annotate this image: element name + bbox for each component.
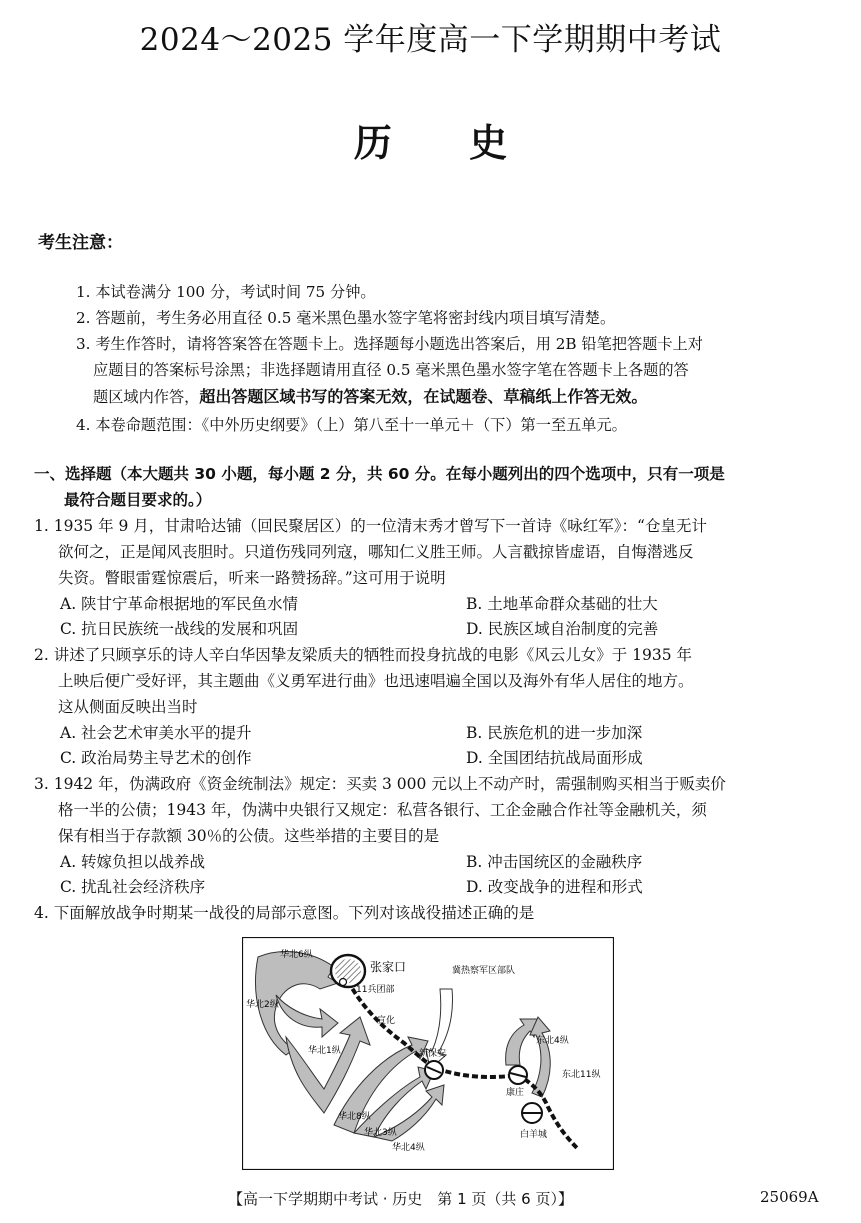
q1-line2: 欲何之，正是闻风丧胆时。只道伤残同列寇，哪知仁义胜王师。人言戳掠皆虚语，自悔潜逃反 — [58, 543, 694, 561]
label-huabei1: 华北1纵 — [308, 1046, 341, 1056]
q2-option-a[interactable]: A. 社会艺术审美水平的提升 — [60, 724, 252, 742]
q2-line2: 上映后便广受好评，其主题曲《义勇军进行曲》也迅速唱遍全国以及海外有华人居住的地方。 — [58, 672, 694, 690]
battle-map — [242, 937, 614, 1170]
exam-title: 2024～2025 学年度高一下学期期中考试 — [139, 22, 722, 58]
q2-option-d[interactable]: D. 全国团结抗战局面形成 — [466, 749, 643, 767]
notice-item-3-cont2 — [93, 383, 647, 411]
q3-option-d[interactable]: D. 改变战争的进程和形式 — [466, 878, 643, 896]
q1-option-b[interactable]: B. 土地革命群众基础的壮大 — [466, 595, 658, 613]
notice-item-3-cont: 应题目的答案标号涂黑；非选择题请用直径 0.5 毫米黑色墨水签字笔在答题卡上各题的答 — [93, 361, 689, 379]
notice-item-3: 3. 考生作答时，请将答案答在答题卡上。选择题每小题选出答案后，用 2B 铅笔把答题卡上对 — [76, 335, 703, 353]
page-footer: 【高一下学期期中考试 · 历史 第 1 页（共 6 页）】 — [228, 1190, 573, 1208]
q1-line3: 失资。瞥眼雷霆惊震后，听来一路赞扬辞。”这可用于说明 — [58, 569, 446, 587]
label-xinbaoan: 新保安 — [419, 1049, 447, 1059]
q4-line1: 4. 下面解放战争时期某一战役的局部示意图。下列对该战役描述正确的是 — [34, 904, 535, 922]
q3-line1: 3. 1942 年，伪满政府《资金统制法》规定：买卖 3 000 元以上不动产时，需强制购买相当于贩卖价 — [34, 775, 726, 793]
q1-line1: 1. 1935 年 9 月，甘肃哈达铺（回民聚居区）的一位清末秀才曾写下一首诗《咏红军》：“仓皇无计 — [34, 517, 707, 535]
q2-option-b[interactable]: B. 民族危机的进一步加深 — [466, 724, 643, 742]
notice-item-2: 2. 答题前，考生务必用直径 0.5 毫米黑色墨水签字笔将密封线内项目填写清楚。 — [76, 309, 616, 327]
q2-option-c[interactable]: C. 政治局势主导艺术的创作 — [60, 749, 252, 767]
q3-option-c[interactable]: C. 扰乱社会经济秩序 — [60, 878, 206, 896]
label-huabei8: 华北8纵 — [338, 1112, 371, 1122]
label-jirecha: 冀热察军区部队 — [452, 966, 516, 976]
q2-line1: 2. 讲述了只顾享乐的诗人辛白华因挚友梁质夫的牺牲而投身抗战的电影《风云儿女》于 1935 年 — [34, 646, 693, 664]
notice-bold-warning: 超出答题区域书写的答案无效，在试题卷、草稿纸上作答无效。 — [199, 387, 648, 406]
label-huabei4: 华北4纵 — [392, 1143, 425, 1153]
q1-option-c[interactable]: C. 抗日民族统一战线的发展和巩固 — [60, 620, 299, 638]
label-zhangjiakou: 张家口 — [370, 960, 407, 974]
label-huabei2: 华北2纵 — [246, 1000, 279, 1010]
q3-option-b[interactable]: B. 冲击国统区的金融秩序 — [466, 853, 643, 871]
label-dongbei4: 东北4纵 — [536, 1036, 569, 1046]
q3-line3: 保有相当于存款额 30％的公债。这些举措的主要目的是 — [58, 827, 440, 845]
q1-option-a[interactable]: A. 陕甘宁革命根据地的军民鱼水情 — [60, 595, 299, 613]
label-baiyangcheng: 白羊城 — [520, 1130, 548, 1140]
label-bingtuan11: 11兵团部 — [356, 985, 395, 995]
section-heading: 一、选择题（本大题共 30 小题，每小题 2 分，共 60 分。在每小题列出的四个选项中，只有一项是 — [34, 465, 725, 483]
notice-item-1: 1. 本试卷满分 100 分，考试时间 75 分钟。 — [76, 283, 376, 301]
label-kangzhuang: 康庄 — [506, 1088, 525, 1098]
q3-line2: 格一半的公债；1943 年，伪满中央银行又规定：私营各银行、工企金融合作社等金融机关，须 — [58, 801, 707, 819]
notice-item-4: 4. 本卷命题范围：《中外历史纲要》（上）第八至十一单元＋（下）第一至五单元。 — [76, 416, 627, 434]
label-dongbei11: 东北11纵 — [562, 1070, 601, 1080]
label-xuanhua: 宣化 — [377, 1016, 396, 1026]
notice-item-3-tail: 题区域内作答， — [93, 388, 200, 406]
q2-line3: 这从侧面反映出当时 — [58, 698, 198, 716]
label-huabei3: 华北3纵 — [364, 1128, 397, 1138]
q1-option-d[interactable]: D. 民族区域自治制度的完善 — [466, 620, 659, 638]
notice-heading: 考生注意： — [38, 233, 123, 253]
hq-marker — [340, 979, 347, 986]
label-huabei6: 华北6纵 — [280, 950, 313, 960]
section-heading-cont: 最符合题目要求的。） — [64, 491, 212, 509]
paper-code: 25069A — [760, 1188, 819, 1206]
subject-title: 历 史 — [353, 121, 508, 165]
q3-option-a[interactable]: A. 转嫁负担以战养战 — [60, 853, 206, 871]
